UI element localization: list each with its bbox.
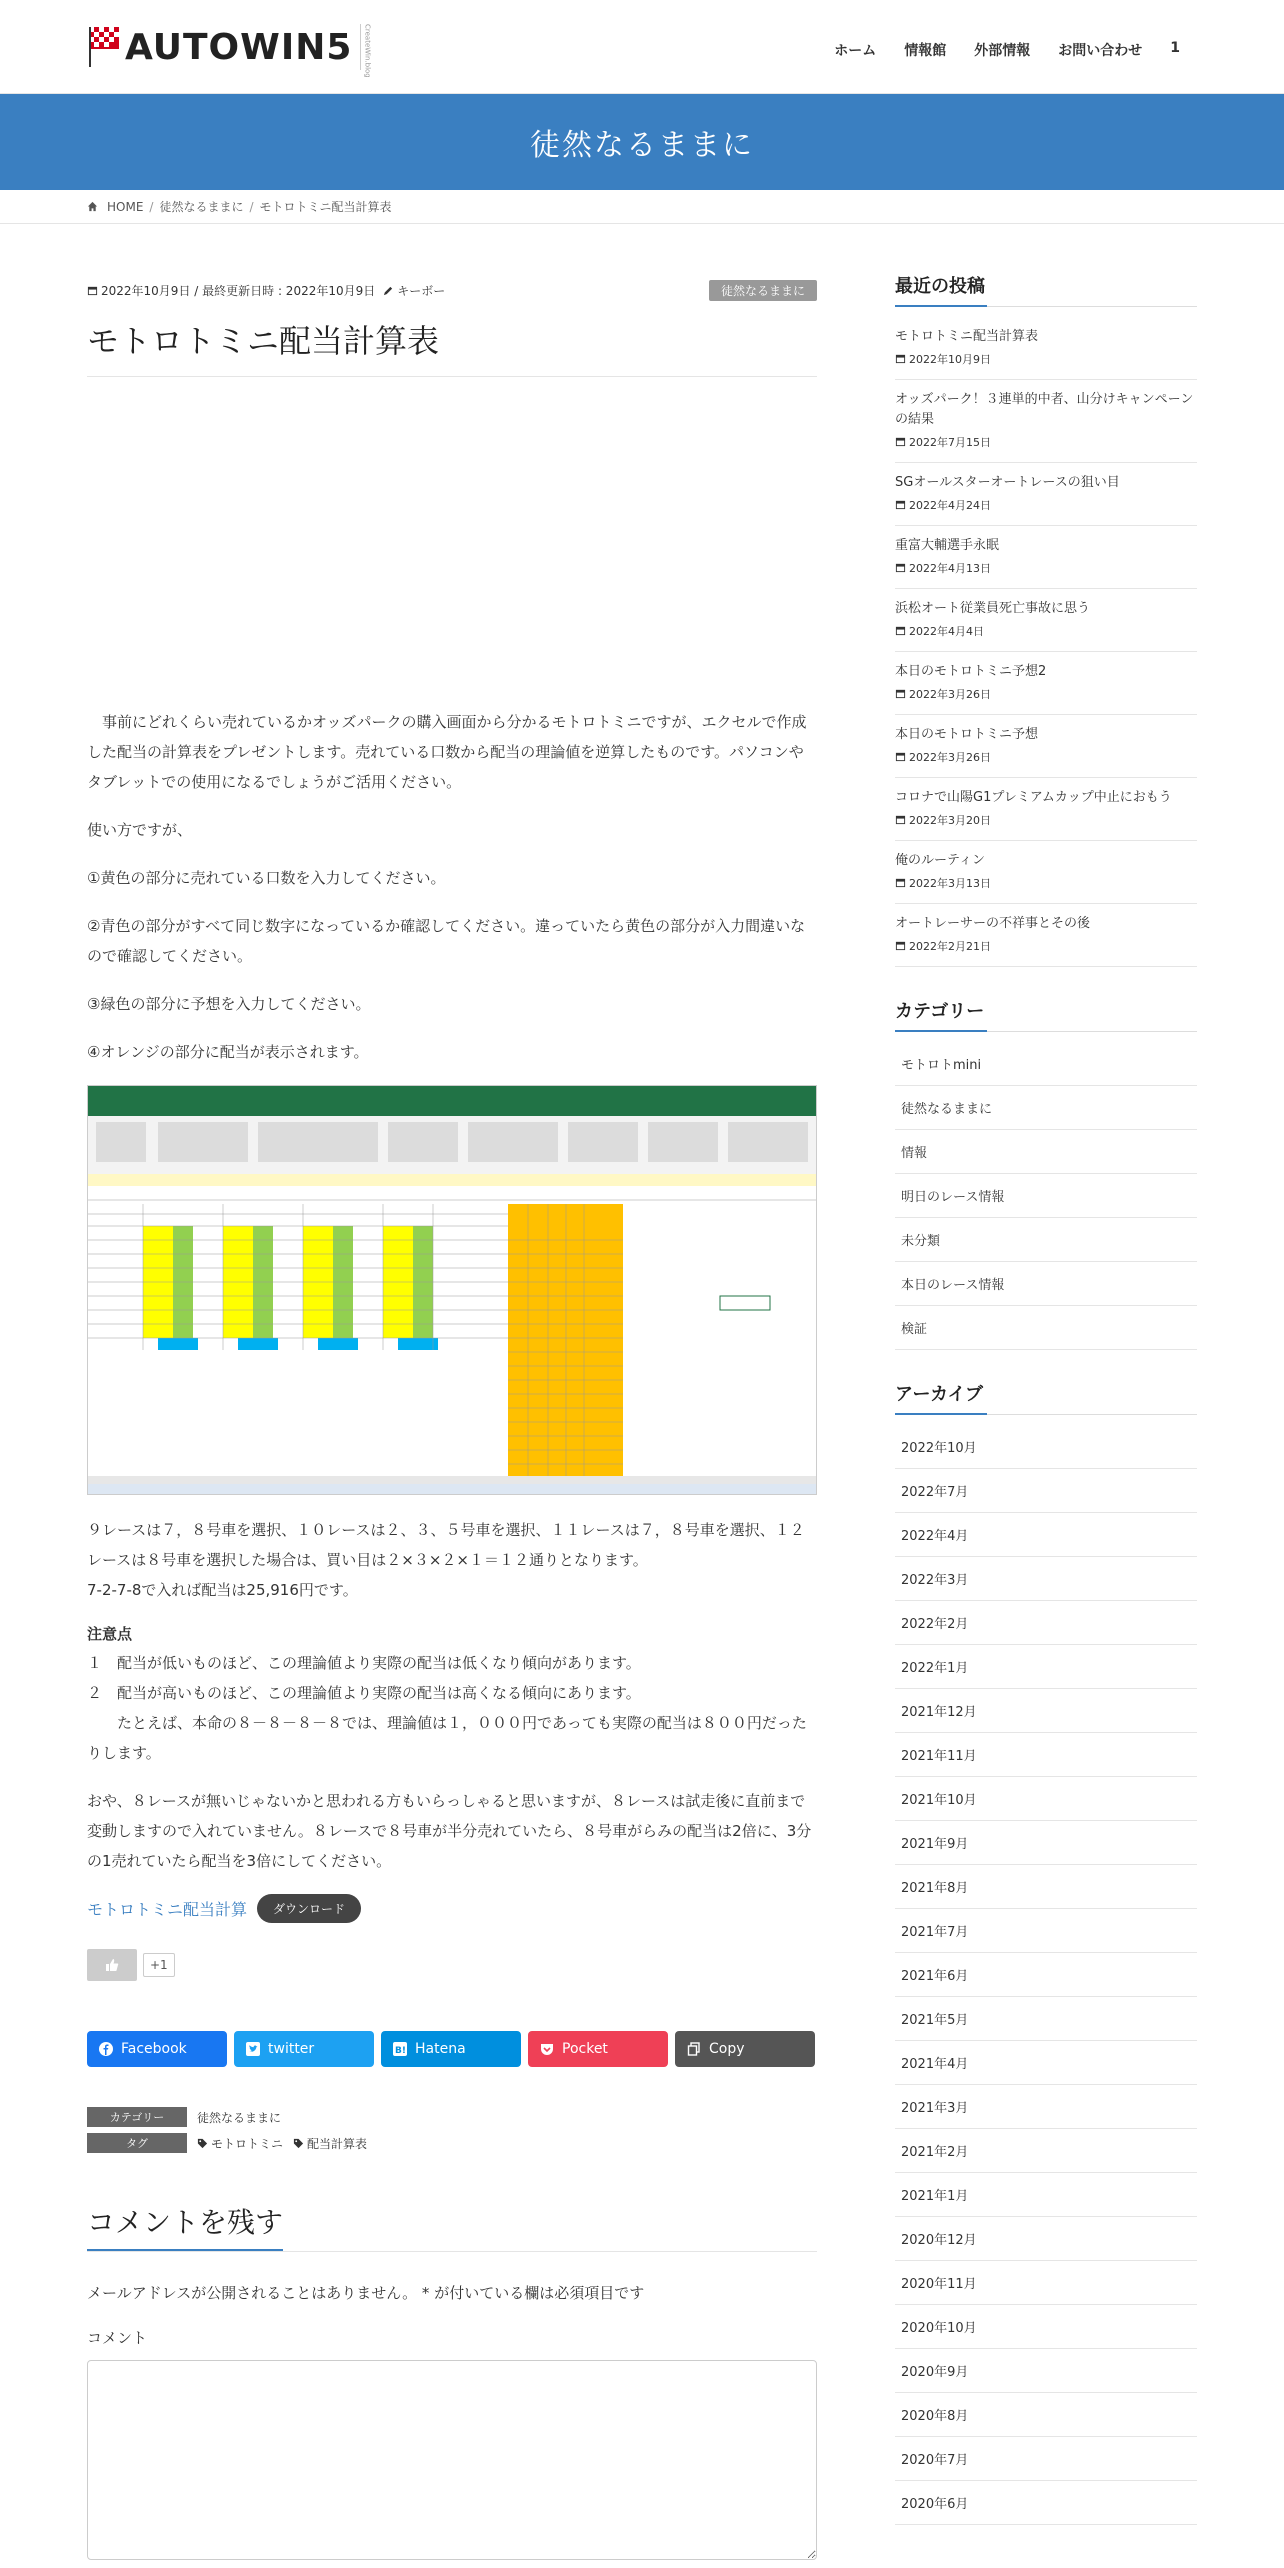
facebook-icon — [99, 2042, 113, 2056]
recent-post-date: 2022年3月26日 — [909, 688, 991, 701]
recent-post-date: 2022年4月13日 — [909, 562, 991, 575]
share-label: Hatena — [415, 2041, 466, 2057]
tag-link[interactable] — [197, 2135, 283, 2152]
categories-heading: カテゴリー — [895, 997, 1197, 1032]
post-paragraph: ①黄色の部分に売れている口数を入力してください。 — [87, 869, 446, 887]
archive-item[interactable]: 2020年9月 — [895, 2349, 1197, 2393]
like-row — [87, 1949, 817, 1981]
post-date-group — [87, 282, 375, 299]
like-count: +1 — [143, 1953, 175, 1977]
recent-post-date: 2022年10月9日 — [909, 353, 991, 366]
payout-example-text: 7-2-7-8で入れば配当は25,916円です。 — [87, 1581, 358, 1599]
archive-item[interactable]: 2021年6月 — [895, 1953, 1197, 1997]
recent-post-item[interactable] — [895, 652, 1197, 715]
recent-post-item[interactable] — [895, 841, 1197, 904]
nav-home[interactable]: ホーム — [834, 43, 877, 59]
recent-post-date: 2022年3月13日 — [909, 877, 991, 890]
archive-item[interactable]: 2021年7月 — [895, 1909, 1197, 1953]
archive-item[interactable]: 2022年10月 — [895, 1425, 1197, 1469]
archive-item[interactable]: 2020年10月 — [895, 2305, 1197, 2349]
note-item: ２ 配当が高いものほど、この理論値より実際の配当は高くなる傾向にあります。 — [87, 1684, 641, 1702]
recent-post-item[interactable] — [895, 463, 1197, 526]
breadcrumb-separator: / — [149, 199, 154, 214]
post-paragraph: ④オレンジの部分に配当が表示されます。 — [87, 1043, 369, 1061]
recent-post-title[interactable]: オッズパーク！３連単的中者、山分けキャンペーンの結果 — [895, 392, 1194, 427]
calendar-icon — [895, 499, 906, 510]
comment-textarea[interactable] — [87, 2360, 817, 2560]
category-item[interactable]: 情報 — [895, 1130, 1197, 1174]
pocket-icon — [540, 2042, 554, 2056]
archive-item[interactable]: 2020年11月 — [895, 2261, 1197, 2305]
share-label: Pocket — [562, 2041, 608, 2057]
archive-item[interactable]: 2021年3月 — [895, 2085, 1197, 2129]
recent-post-date-row — [895, 434, 1197, 450]
recent-post-item[interactable] — [895, 380, 1197, 463]
checkered-flag-icon — [87, 25, 121, 69]
nav-page-1[interactable]: 1 — [1170, 40, 1180, 56]
recent-post-date: 2022年4月4日 — [909, 625, 984, 638]
share-buttons — [87, 2031, 817, 2067]
recent-post-date: 2022年4月24日 — [909, 499, 991, 512]
post-updated: / 最終更新日時 : 2022年10月9日 — [194, 283, 376, 298]
excel-screenshot-image — [87, 1085, 817, 1495]
post-date: 2022年10月9日 — [101, 283, 191, 298]
share-facebook-button[interactable] — [87, 2031, 227, 2067]
calendar-icon — [895, 625, 906, 636]
comment-heading-divider — [87, 2251, 817, 2252]
download-row — [87, 1894, 817, 1923]
category-item[interactable]: 明日のレース情報 — [895, 1174, 1197, 1218]
breadcrumb-home[interactable]: HOME — [107, 199, 144, 214]
taxonomy-category-label: カテゴリー — [87, 2107, 187, 2127]
calendar-icon — [87, 285, 98, 296]
taxonomy-category-link[interactable]: 徒然なるままに — [197, 2110, 282, 2125]
recent-post-date: 2022年2月21日 — [909, 940, 991, 953]
calendar-icon — [895, 751, 906, 762]
share-label: Copy — [709, 2041, 745, 2057]
share-label: Facebook — [121, 2041, 187, 2057]
thumbs-up-icon — [105, 1958, 119, 1972]
archive-item[interactable]: 2020年7月 — [895, 2437, 1197, 2481]
recent-post-item[interactable] — [895, 778, 1197, 841]
category-item[interactable]: 未分類 — [895, 1218, 1197, 1262]
page-header-title: 徒然なるままに — [530, 128, 754, 163]
archive-item[interactable]: 2022年4月 — [895, 1513, 1197, 1557]
page-header-banner — [0, 94, 1284, 190]
categories-list — [895, 1042, 1197, 1350]
calendar-icon — [895, 353, 906, 364]
home-icon — [87, 201, 98, 212]
archive-item[interactable]: 2022年3月 — [895, 1557, 1197, 1601]
recent-post-date-row — [895, 497, 1197, 513]
archive-item[interactable]: 2022年7月 — [895, 1469, 1197, 1513]
race-selection-text: ９レースは７，８号車を選択、１０レースは２、３、５号車を選択、１１レースは７，８号車を選択、１２レースは８号車を選択した場合は、買い目は２×３×２×１＝１２通りとなります。 — [87, 1521, 805, 1569]
archive-item[interactable]: 2020年12月 — [895, 2217, 1197, 2261]
recent-post-date-row — [895, 938, 1197, 954]
post-paragraph: 使い方ですが、 — [87, 821, 193, 839]
recent-post-title[interactable]: 本日のモトロトミニ予想2 — [895, 664, 1047, 679]
archive-item[interactable]: 2021年9月 — [895, 1821, 1197, 1865]
archives-list — [895, 1425, 1197, 2525]
archive-item[interactable]: 2022年1月 — [895, 1645, 1197, 1689]
archive-item[interactable]: 2021年10月 — [895, 1777, 1197, 1821]
recent-post-date: 2022年7月15日 — [909, 436, 991, 449]
logo-text: AUTOWIN5 — [125, 26, 353, 68]
archive-item[interactable]: 2020年6月 — [895, 2481, 1197, 2525]
archive-item[interactable]: 2021年4月 — [895, 2041, 1197, 2085]
comment-section — [87, 2201, 817, 2564]
copy-icon — [687, 2042, 701, 2056]
post-paragraph — [87, 1515, 817, 1605]
note-item: １ 配当が低いものほど、この理論値より実際の配当は低くなり傾向があります。 — [87, 1654, 641, 1672]
recent-posts-heading: 最近の投稿 — [895, 272, 1197, 307]
calendar-icon — [895, 436, 906, 447]
nav-info[interactable]: 情報館 — [904, 43, 947, 59]
recent-post-item[interactable] — [895, 526, 1197, 589]
pencil-icon — [383, 285, 394, 296]
archive-item[interactable]: 2020年8月 — [895, 2393, 1197, 2437]
post-category-label[interactable]: 徒然なるままに — [709, 280, 817, 301]
calendar-icon — [895, 562, 906, 573]
logo-subtext: CreateWin.blog — [360, 24, 371, 70]
twitter-icon — [246, 2042, 260, 2056]
recent-post-title[interactable]: 俺のルーティン — [895, 853, 985, 868]
calendar-icon — [895, 814, 906, 825]
calendar-icon — [895, 688, 906, 699]
category-item[interactable]: モトロトmini — [895, 1042, 1197, 1086]
tag-link[interactable] — [293, 2135, 367, 2152]
recent-post-date: 2022年3月20日 — [909, 814, 991, 827]
recent-post-date-row — [895, 749, 1197, 765]
breadcrumb — [0, 190, 1284, 224]
archive-item[interactable]: 2021年12月 — [895, 1689, 1197, 1733]
nav-contact[interactable]: お問い合わせ — [1058, 43, 1143, 59]
breadcrumb-separator: / — [249, 199, 254, 214]
like-button[interactable] — [87, 1949, 137, 1981]
post-meta-left — [87, 282, 445, 299]
recent-post-title[interactable]: SGオールスターオートレースの狙い目 — [895, 475, 1120, 490]
share-label: twitter — [268, 2041, 315, 2057]
recent-post-title[interactable]: オートレーサーの不祥事とその後 — [895, 916, 1091, 931]
share-twitter-button[interactable] — [234, 2031, 374, 2067]
post-paragraph: おや、８レースが無いじゃないかと思われる方もいらっしゃると思いますが、８レースは試走後に直前まで変動しますので入れていません。８レースで８号車が半分売れていたら、８号車がらみの配当は2倍に、3分の1売れていたら配当を3倍にしてください。 — [87, 1792, 812, 1870]
notes-title: 注意点 — [87, 1625, 133, 1643]
taxonomy-tag-label: タグ — [87, 2133, 187, 2153]
recent-post-title[interactable]: 浜松オート従業員死亡事故に思う — [895, 601, 1091, 616]
recent-post-date-row — [895, 875, 1197, 891]
breadcrumb-current: モトロトミニ配当計算表 — [259, 200, 392, 214]
archives-heading: アーカイブ — [895, 1380, 1197, 1415]
site-logo[interactable] — [87, 22, 372, 78]
tag-text: モトロトミニ — [211, 2136, 284, 2151]
post-body — [87, 707, 817, 1981]
svg-text:B!: B! — [395, 2046, 406, 2056]
sidebar — [895, 272, 1197, 2525]
ad-space — [87, 377, 817, 707]
post-title: モトロトミニ配当計算表 — [87, 310, 817, 377]
comment-heading: コメントを残す — [87, 2201, 283, 2251]
share-copy-button[interactable] — [675, 2031, 815, 2067]
archive-item[interactable]: 2022年2月 — [895, 1601, 1197, 1645]
excel-spreadsheet-graphic — [88, 1086, 817, 1495]
comment-note: メールアドレスが公開されることはありません。 * が付いている欄は必須項目です — [87, 2284, 645, 2302]
recent-post-date: 2022年3月26日 — [909, 751, 991, 764]
breadcrumb-category[interactable]: 徒然なるままに — [159, 200, 244, 214]
recent-post-date-row — [895, 812, 1197, 828]
post-paragraph: ③緑色の部分に予想を入力してください。 — [87, 995, 371, 1013]
recent-post-item[interactable] — [895, 715, 1197, 778]
recent-post-item[interactable] — [895, 317, 1197, 380]
nav-external[interactable]: 外部情報 — [974, 43, 1031, 59]
calendar-icon — [895, 940, 906, 951]
recent-post-date-row — [895, 351, 1197, 367]
post-paragraph: ②青色の部分がすべて同じ数字になっているか確認してください。違っていたら黄色の部分が入力間違いなので確認してください。 — [87, 917, 806, 965]
recent-posts-list — [895, 317, 1197, 967]
post-meta — [87, 270, 817, 310]
archive-item[interactable]: 2021年2月 — [895, 2129, 1197, 2173]
share-pocket-button[interactable] — [528, 2031, 668, 2067]
recent-post-title[interactable]: モトロトミニ配当計算表 — [895, 329, 1039, 344]
tag-icon — [197, 2138, 208, 2149]
notes-section — [87, 1623, 817, 1768]
main-content — [87, 270, 817, 2564]
note-item: たとえば、本命の８－８－８－８では、理論値は１，０００円であっても実際の配当は８００円だったりします。 — [87, 1714, 807, 1762]
recent-post-title[interactable]: 本日のモトロトミニ予想 — [895, 727, 1039, 742]
archive-item[interactable]: 2021年8月 — [895, 1865, 1197, 1909]
recent-post-date-row — [895, 686, 1197, 702]
taxonomy-category-row — [87, 2107, 817, 2127]
calendar-icon — [895, 877, 906, 888]
taxonomy-tag-row — [87, 2133, 817, 2153]
category-item[interactable]: 検証 — [895, 1306, 1197, 1350]
archive-item[interactable]: 2021年5月 — [895, 1997, 1197, 2041]
site-header — [0, 0, 1284, 94]
download-button[interactable]: ダウンロード — [257, 1894, 361, 1923]
recent-post-item[interactable] — [895, 904, 1197, 967]
post-author[interactable]: キーボー — [397, 283, 446, 298]
download-file-link[interactable]: モトロトミニ配当計算 — [87, 1900, 248, 1919]
archive-item[interactable]: 2021年1月 — [895, 2173, 1197, 2217]
recent-post-title[interactable]: 重富大輔選手永眠 — [895, 538, 1000, 553]
share-hatena-button[interactable] — [381, 2031, 521, 2067]
tag-text: 配当計算表 — [307, 2136, 368, 2151]
post-taxonomy — [87, 2107, 817, 2153]
category-item[interactable]: 本日のレース情報 — [895, 1262, 1197, 1306]
hatena-icon — [393, 2042, 407, 2056]
archive-item[interactable]: 2021年11月 — [895, 1733, 1197, 1777]
recent-post-date-row — [895, 623, 1197, 639]
post-author-group — [383, 282, 445, 299]
category-item[interactable]: 徒然なるままに — [895, 1086, 1197, 1130]
comment-label: コメント — [87, 2329, 148, 2347]
tag-icon — [293, 2138, 304, 2149]
recent-post-date-row — [895, 560, 1197, 576]
post-paragraph: 事前にどれくらい売れているかオッズパークの購入画面から分かるモトロトミニですが、エクセルで作成した配当の計算表をプレゼントします。売れている口数から配当の理論値を逆算したものです。パソコンやタブレットでの使用になるでしょうがご活用ください。 — [87, 713, 807, 791]
recent-post-title[interactable]: コロナで山陽G1プレミアムカップ中止におもう — [895, 790, 1172, 805]
global-nav — [830, 36, 1184, 64]
recent-post-item[interactable] — [895, 589, 1197, 652]
